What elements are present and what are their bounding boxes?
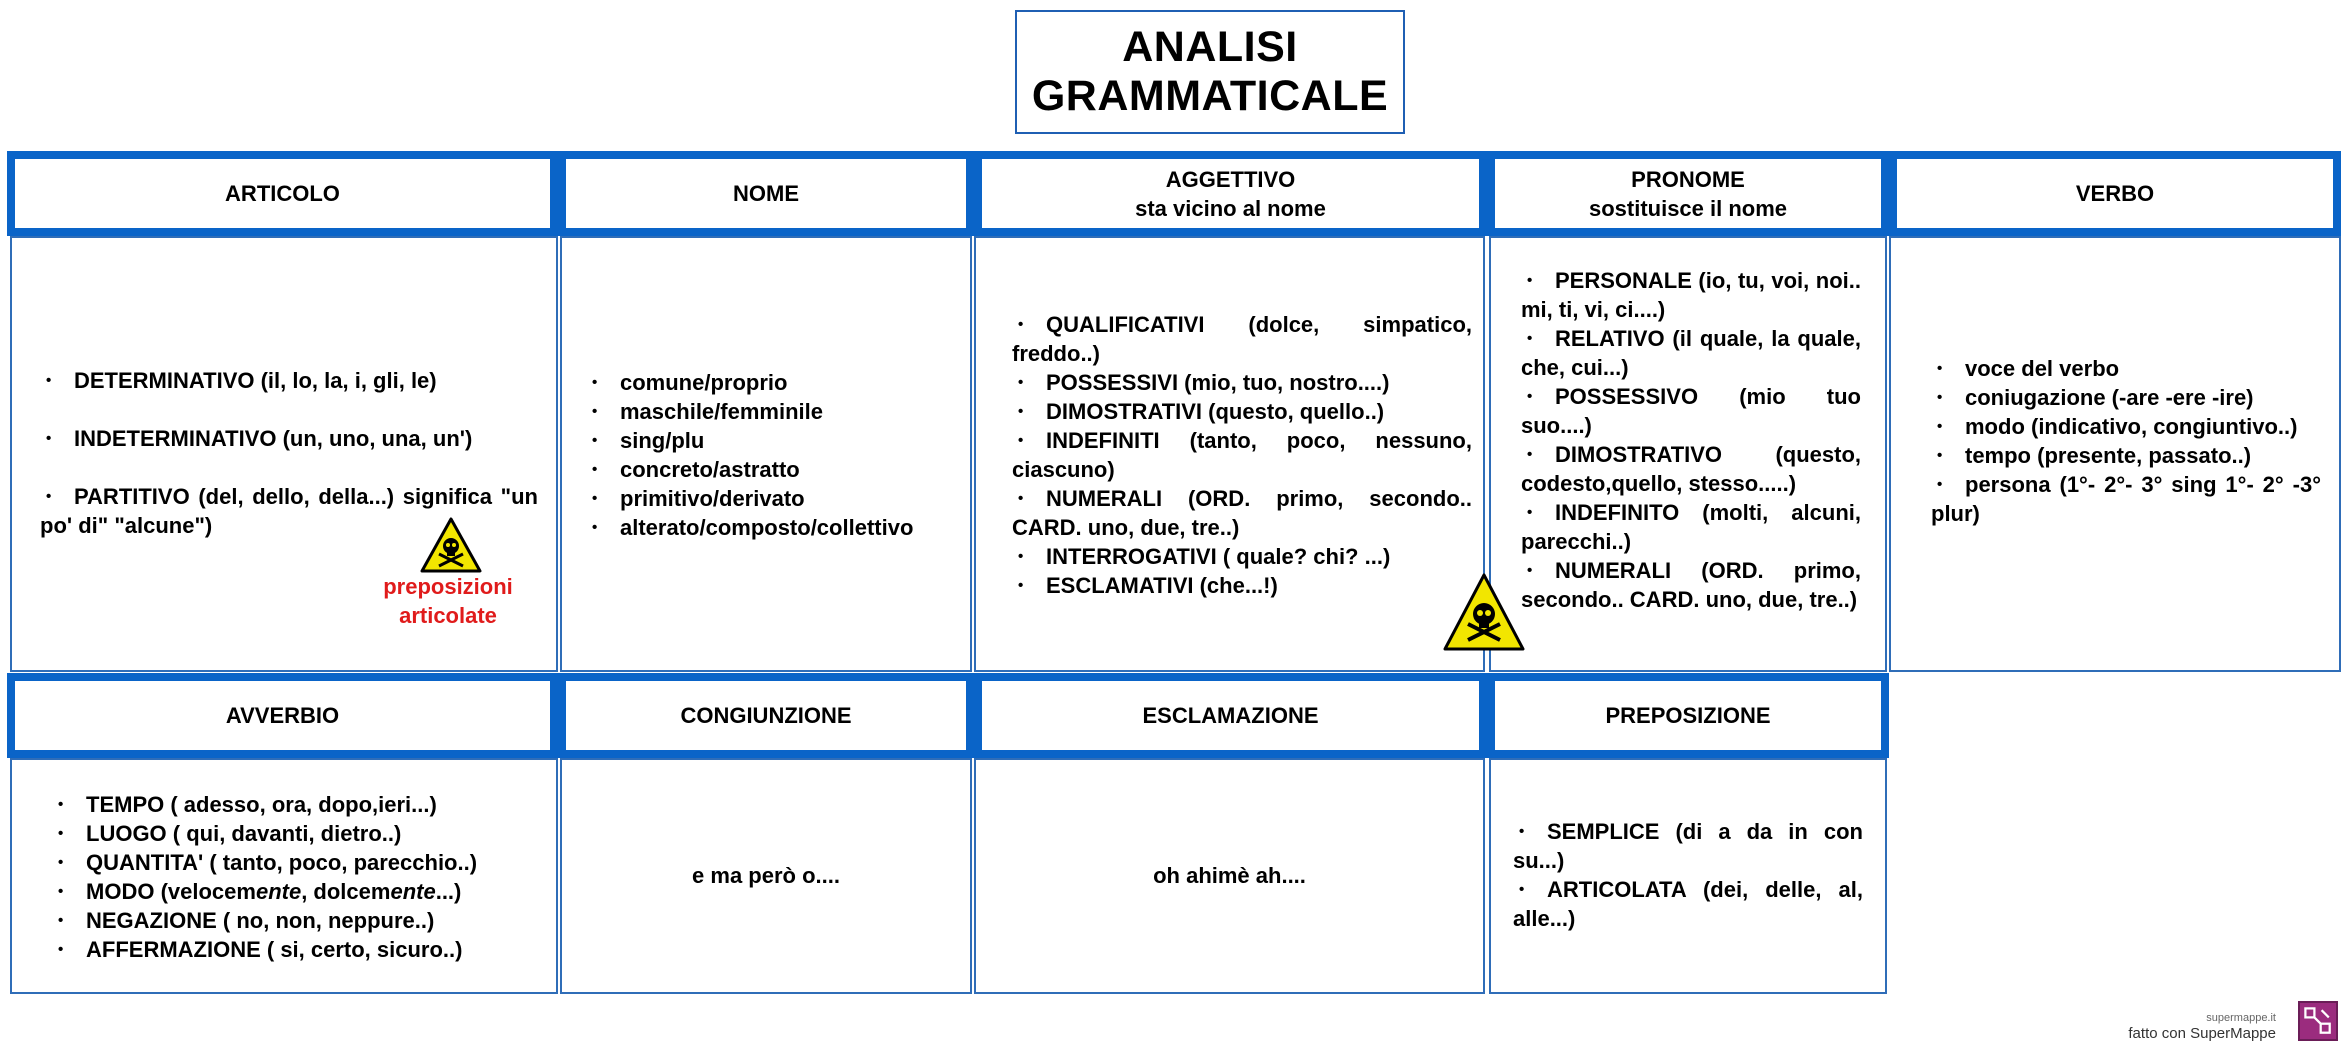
list-item: • ESCLAMATIVI (che...!) xyxy=(1012,571,1472,600)
header-aggettivo-label: AGGETTIVO xyxy=(1165,166,1296,192)
list-item: • comune/proprio xyxy=(586,368,966,397)
list-item: • maschile/femminile xyxy=(586,397,966,426)
verbo-list xyxy=(1931,354,2321,528)
list-item: • INDEFINITO (molti, alcuni, parecchi..) xyxy=(1521,498,1861,556)
list-item: • DETERMINATIVO (il, lo, la, i, gli, le) xyxy=(40,366,538,395)
title-box xyxy=(1015,10,1405,134)
list-item: • sing/plu xyxy=(586,426,966,455)
list-item: • primitivo/derivato xyxy=(586,484,966,513)
cell-avverbio xyxy=(10,758,558,994)
footer-site: supermappe.it xyxy=(2206,1012,2276,1024)
preposizioni-articolate-label: preposizioni articolate xyxy=(383,574,513,628)
preposizione-list xyxy=(1513,817,1863,933)
header-avverbio xyxy=(7,673,558,758)
supermappe-logo-icon[interactable] xyxy=(2298,1001,2338,1041)
list-item: • concreto/astratto xyxy=(586,455,966,484)
header-avverbio-label: AVVERBIO xyxy=(225,703,340,728)
list-item: • PARTITIVO (del, dello, della...) significa "un po' di" "alcune") xyxy=(40,482,538,540)
header-verbo xyxy=(1889,151,2341,236)
list-item: • POSSESSIVI (mio, tuo, nostro....) xyxy=(1012,368,1472,397)
congiunzione-text: e ma però o.... xyxy=(692,863,840,888)
header-preposizione-label: PREPOSIZIONE xyxy=(1605,703,1771,728)
cell-esclamazione xyxy=(974,758,1485,994)
header-aggettivo-sublabel: sta vicino al nome xyxy=(1135,195,1326,221)
header-preposizione xyxy=(1487,673,1889,758)
list-item: • alterato/composto/collettivo xyxy=(586,513,966,542)
cell-aggettivo xyxy=(974,236,1485,672)
header-pronome xyxy=(1487,151,1889,236)
list-item: • DIMOSTRATIVI (questo, quello..) xyxy=(1012,397,1472,426)
list-item: • coniugazione (-are -ere -ire) xyxy=(1931,383,2321,412)
articolo-list xyxy=(40,366,538,540)
list-item: • INTERROGATIVI ( quale? chi? ...) xyxy=(1012,542,1472,571)
cell-articolo xyxy=(10,236,558,672)
header-congiunzione-label: CONGIUNZIONE xyxy=(680,703,852,728)
list-item: • RELATIVO (il quale, la quale, che, cui...) xyxy=(1521,324,1861,382)
list-item: • SEMPLICE (di a da in con su...) xyxy=(1513,817,1863,875)
list-item: • POSSESSIVO (mio tuo suo....) xyxy=(1521,382,1861,440)
header-aggettivo xyxy=(974,151,1487,236)
list-item: • QUALIFICATIVI (dolce, simpatico, freddo..) xyxy=(1012,310,1472,368)
header-pronome-sublabel: sostituisce il nome xyxy=(1588,195,1788,221)
list-item: • NUMERALI (ORD. primo, secondo.. CARD. uno, due, tre..) xyxy=(1521,556,1861,614)
cell-pronome xyxy=(1489,236,1887,672)
nome-list xyxy=(586,368,966,542)
header-articolo-label: ARTICOLO xyxy=(225,181,340,206)
title-line-2: GRAMMATICALE xyxy=(1031,72,1389,120)
header-articolo xyxy=(7,151,558,236)
cell-preposizione xyxy=(1489,758,1887,994)
header-congiunzione xyxy=(558,673,974,758)
title-line-1: ANALISI xyxy=(1122,23,1298,71)
header-nome xyxy=(558,151,974,236)
cell-verbo xyxy=(1889,236,2341,672)
esclamazione-text: oh ahimè ah.... xyxy=(1153,863,1306,888)
header-verbo-label: VERBO xyxy=(2075,181,2155,206)
list-item: • AFFERMAZIONE ( si, certo, sicuro..) xyxy=(52,935,532,964)
aggettivo-list xyxy=(1012,310,1472,600)
list-item: • NEGAZIONE ( no, non, neppure..) xyxy=(52,906,532,935)
list-item: • tempo (presente, passato..) xyxy=(1931,441,2321,470)
list-item: • ARTICOLATA (dei, delle, al, alle...) xyxy=(1513,875,1863,933)
list-item: • modo (indicativo, congiuntivo..) xyxy=(1931,412,2321,441)
list-item: • LUOGO ( qui, davanti, dietro..) xyxy=(52,819,532,848)
list-item: • TEMPO ( adesso, ora, dopo,ieri...) xyxy=(52,790,532,819)
list-item: • INDETERMINATIVO (un, uno, una, un') xyxy=(40,424,538,453)
header-esclamazione xyxy=(974,673,1487,758)
cell-nome xyxy=(560,236,972,672)
header-esclamazione-label: ESCLAMAZIONE xyxy=(1142,703,1319,728)
pronome-list xyxy=(1521,266,1861,614)
list-item: • persona (1°- 2°- 3° sing 1°- 2° -3° plur) xyxy=(1931,470,2321,528)
footer-credit[interactable]: fatto con SuperMappe xyxy=(2128,1025,2276,1042)
cell-congiunzione xyxy=(560,758,972,994)
list-item: • INDEFINITI (tanto, poco, nessuno, ciascuno) xyxy=(1012,426,1472,484)
list-item-modo: • MODO (velocemente, dolcemente...) xyxy=(52,877,532,906)
header-pronome-label: PRONOME xyxy=(1631,166,1745,192)
list-item: • QUANTITA' ( tanto, poco, parecchio..) xyxy=(52,848,532,877)
list-item: • voce del verbo xyxy=(1931,354,2321,383)
list-item: • PERSONALE (io, tu, voi, noi.. mi, ti, vi, ci....) xyxy=(1521,266,1861,324)
avverbio-list xyxy=(52,790,532,964)
skull-warning-icon xyxy=(1442,572,1526,652)
list-item: • DIMOSTRATIVO (questo, codesto,quello, stesso.....) xyxy=(1521,440,1861,498)
skull-warning-icon xyxy=(419,516,483,574)
list-item: • NUMERALI (ORD. primo, secondo.. CARD. uno, due, tre..) xyxy=(1012,484,1472,542)
header-nome-label: NOME xyxy=(733,181,799,206)
